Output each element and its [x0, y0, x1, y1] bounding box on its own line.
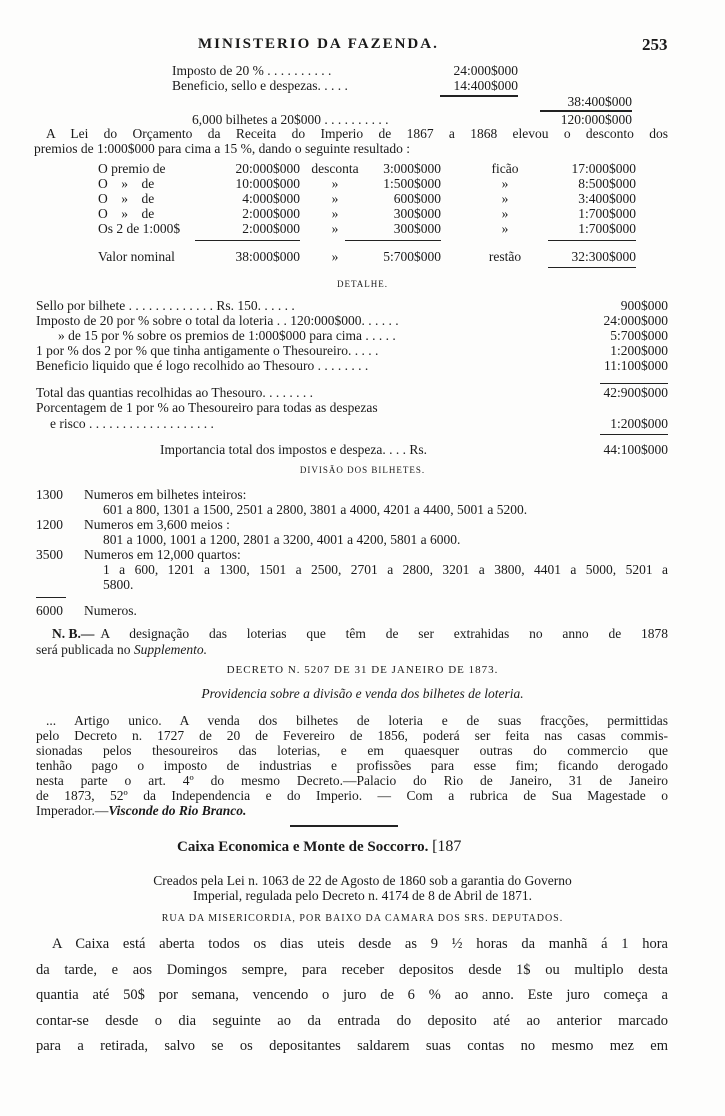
subtotal-value: 38:400$000 [567, 94, 632, 109]
porcentagem-label: Porcentagem de 1 por % ao Thesoureiro para todas as despezas [36, 400, 378, 415]
bilhetes-value: 120:000$000 [560, 112, 632, 127]
table-cell: 2:000$000 [242, 206, 300, 221]
nota-prefix: N. B.— [52, 626, 95, 641]
detalhe-value: 5:700$000 [610, 328, 668, 343]
caixa-creados: Creados pela Lei n. 1063 de 22 de Agosto de 1860 sob a garantia do Governo [153, 873, 572, 888]
caixa-address: RUA DA MISERICORDIA, POR BAIXO DA CAMARA DOS SRS. DEPUTADOS. [161, 913, 564, 924]
imposto-label: Imposto de 20 % . . . . . . . . . . [172, 63, 332, 78]
table-cell: desconta [311, 161, 359, 176]
table-cell: » [501, 176, 509, 191]
table-cell: » [331, 221, 339, 236]
beneficio-value: 14:400$000 [453, 78, 518, 93]
total-count-label: Numeros. [84, 603, 137, 618]
nota-text: será publicada no [36, 642, 134, 657]
importancia-value: 44:100$000 [603, 442, 668, 457]
total-count: 6000 [36, 603, 63, 618]
table-cell: » [501, 191, 509, 206]
rule [548, 267, 636, 268]
total-label: Total das quantias recolhidas ao Thesouro. . . . . . . . [36, 385, 313, 400]
table-cell: 300$000 [393, 206, 441, 221]
detalhe-row [58, 328, 668, 343]
nota-line2 [36, 642, 207, 657]
paragraph-line: sionadas pelos thesoureiros das loterias, e em quaesquer outras do commercio que [36, 743, 668, 758]
caixa-creados: Imperial, regulada pelo Decreto n. 4174 de 8 de Abril de 1871. [193, 888, 532, 903]
detalhe-row [36, 358, 668, 373]
rule [36, 597, 66, 598]
table-cell: Os 2 de 1:000$ [98, 221, 181, 236]
caixa-ref: [187 [432, 838, 462, 855]
detalhe-row [36, 298, 668, 313]
table-cell: » [331, 206, 339, 221]
table-cell: » [501, 221, 509, 236]
paragraph-line: A Caixa está aberta todos os dias uteis desde as 9 ½ horas da manhã á 1 hora [52, 936, 668, 952]
rule [548, 240, 636, 241]
table-cell: 38:000$000 [235, 249, 300, 264]
caixa-heading [177, 839, 461, 855]
detalhe-label: 1 por % dos 2 por % que tinha antigamente o Thesoureiro. . . . . [36, 343, 379, 358]
table-cell: » [331, 176, 339, 191]
decreto-text: Imperador.— [36, 803, 109, 818]
intro-line: premios de 1:000$000 para cima a 15 %, dando o seguinte resultado : [34, 141, 411, 156]
detalhe-label: Beneficio liquido que é logo recolhido ao Thesouro . . . . . . . . [36, 358, 369, 373]
group-count: 1300 [36, 487, 63, 502]
paragraph-line: ... Artigo unico. A venda dos bilhetes de loteria e de suas fracções, permittidas [46, 713, 668, 728]
porcentagem-label-cont: e risco . . . . . . . . . . . . . . . . . . . [50, 416, 214, 431]
detalhe-label: » de 15 por % sobre os premios de 1:000$000 para cima . . . . . [58, 328, 396, 343]
porcentagem-value: 1:200$000 [610, 416, 668, 431]
importancia-row [160, 442, 668, 457]
paragraph-line: de 1873, 52º da Independencia e do Imperio. — Com a rubrica de Sua Magestade o [36, 788, 668, 803]
group-ranges: 601 a 800, 1301 a 1500, 2501 a 2800, 3801 a 4000, 4201 a 4400, 5001 a 5200. [103, 502, 528, 517]
group-label: Numeros em bilhetes inteiros: [84, 487, 247, 502]
nota-text: A designação das loterias que têm de ser extrahidas no anno de 1878 [100, 626, 668, 641]
group-count: 3500 [36, 547, 63, 562]
table-cell: 20:000$000 [235, 161, 300, 176]
table-cell: O » de [98, 191, 155, 206]
detalhe-label: Imposto de 20 por % sobre o total da loteria . . 120:000$000. . . . . . [36, 313, 399, 328]
detalhe-value: 11:100$000 [604, 358, 668, 373]
importancia-label: Importancia total dos impostos e despeza. . . . Rs. [160, 442, 427, 457]
table-cell: 10:000$000 [235, 176, 300, 191]
divisao-heading: DIVISÃO DOS BILHETES. [299, 465, 426, 475]
rule [440, 95, 518, 97]
decreto-last-line [36, 803, 246, 818]
intro-line: A Lei do Orçamento da Receita do Imperio de 1867 a 1868 elevou o desconto dos [46, 126, 668, 141]
table-cell: 32:300$000 [571, 249, 636, 264]
table-cell: » [331, 191, 339, 206]
detalhe-value: 1:200$000 [610, 343, 668, 358]
table-cell: 8:500$000 [578, 176, 636, 191]
caixa-title: Caixa Economica e Monte de Soccorro. [177, 839, 429, 855]
decreto-subtitle: Providencia sobre a divisão e venda dos bilhetes de loteria. [201, 686, 524, 701]
paragraph-line: pelo Decreto n. 1727 de 20 de Fevereiro de 1856, poderá ser feita nas casas commis- [36, 728, 668, 743]
table-cell: 3:000$000 [383, 161, 441, 176]
table-cell: 1:700$000 [578, 221, 636, 236]
nota-line [52, 626, 668, 641]
total-value: 42:900$000 [603, 385, 668, 400]
detalhe-label: Sello por bilhete . . . . . . . . . . . . . Rs. 150. . . . . . [36, 298, 295, 313]
table-cell: O » de [98, 176, 155, 191]
group-label: Numeros em 3,600 meios : [84, 517, 230, 532]
detalhe-row [36, 313, 668, 328]
signature: Visconde do Rio Branco. [108, 803, 247, 818]
table-cell: 300$000 [393, 221, 441, 236]
table-cell: 17:000$000 [571, 161, 636, 176]
paragraph-line: quantia até 50$ por semana, vencendo o juro de 6 % ao anno. Este juro começa a [36, 987, 668, 1003]
running-header: MINISTERIO DA FAZENDA. [198, 36, 439, 52]
rule [600, 383, 668, 384]
table-cell: » [331, 249, 339, 264]
paragraph-line: para a retirada, salvo se os depositantes saldarem suas contas no mesmo mez em [36, 1038, 668, 1054]
section-rule [290, 825, 398, 827]
group-ranges: 1 a 600, 1201 a 1300, 1501 a 2500, 2701 a 2800, 3201 a 3800, 4401 a 5000, 5201 a [103, 562, 668, 577]
page-number: 253 [642, 35, 668, 54]
rule [345, 240, 441, 241]
beneficio-label: Beneficio, sello e despezas. . . . . [172, 78, 348, 93]
table-cell: 1:700$000 [578, 206, 636, 221]
supplemento-ref: Supplemento. [133, 642, 207, 657]
table-cell: Valor nominal [98, 249, 175, 264]
table-cell: restão [488, 249, 522, 264]
rule [195, 240, 300, 241]
table-cell: O premio de [98, 161, 166, 176]
table-cell: 3:400$000 [578, 191, 636, 206]
table-cell: O » de [98, 206, 155, 221]
table-cell: 2:000$000 [242, 221, 300, 236]
paragraph-line: contar-se desde o dia seguinte ao da entrada do deposito até ao anterior marcado [36, 1012, 668, 1029]
table-cell: 4:000$000 [242, 191, 300, 206]
table-cell: 600$000 [393, 191, 441, 206]
detalhe-heading: DETALHE. [336, 279, 389, 289]
rule [600, 434, 668, 435]
table-cell: » [501, 206, 509, 221]
paragraph-line: tenhão pago o imposto de industrias e profissões para esse fim; ficando derogado [36, 758, 668, 773]
paragraph-line: nesta parte o art. 4º do mesmo Decreto.—Palacio do Rio de Janeiro, 31 de Janeiro [36, 773, 668, 788]
detalhe-value: 900$000 [620, 298, 668, 313]
group-ranges: 801 a 1000, 1001 a 1200, 2801 a 3200, 4001 a 4200, 5801 a 6000. [103, 532, 461, 547]
table-cell: 5:700$000 [383, 249, 441, 264]
bilhetes-label: 6,000 bilhetes a 20$000 . . . . . . . . . . [192, 112, 389, 127]
group-count: 1200 [36, 517, 63, 532]
detalhe-row [36, 343, 668, 358]
imposto-row [172, 63, 518, 78]
paragraph-line: da tarde, e aos Domingos sempre, para receber depositos desde 1$ ou multiplo desta [36, 961, 668, 978]
detalhe-value: 24:000$000 [603, 313, 668, 328]
beneficio-row [172, 78, 518, 93]
table-cell: ficão [491, 161, 519, 176]
porcentagem-row [50, 416, 668, 431]
table-cell: 1:500$000 [383, 176, 441, 191]
bilhetes-row [192, 112, 632, 127]
decreto-heading: DECRETO N. 5207 DE 31 DE JANEIRO DE 1873. [226, 664, 499, 676]
total-row [36, 385, 668, 400]
group-label: Numeros em 12,000 quartos: [84, 547, 241, 562]
imposto-value: 24:000$000 [453, 63, 518, 78]
range-cont: 5800. [103, 577, 134, 592]
